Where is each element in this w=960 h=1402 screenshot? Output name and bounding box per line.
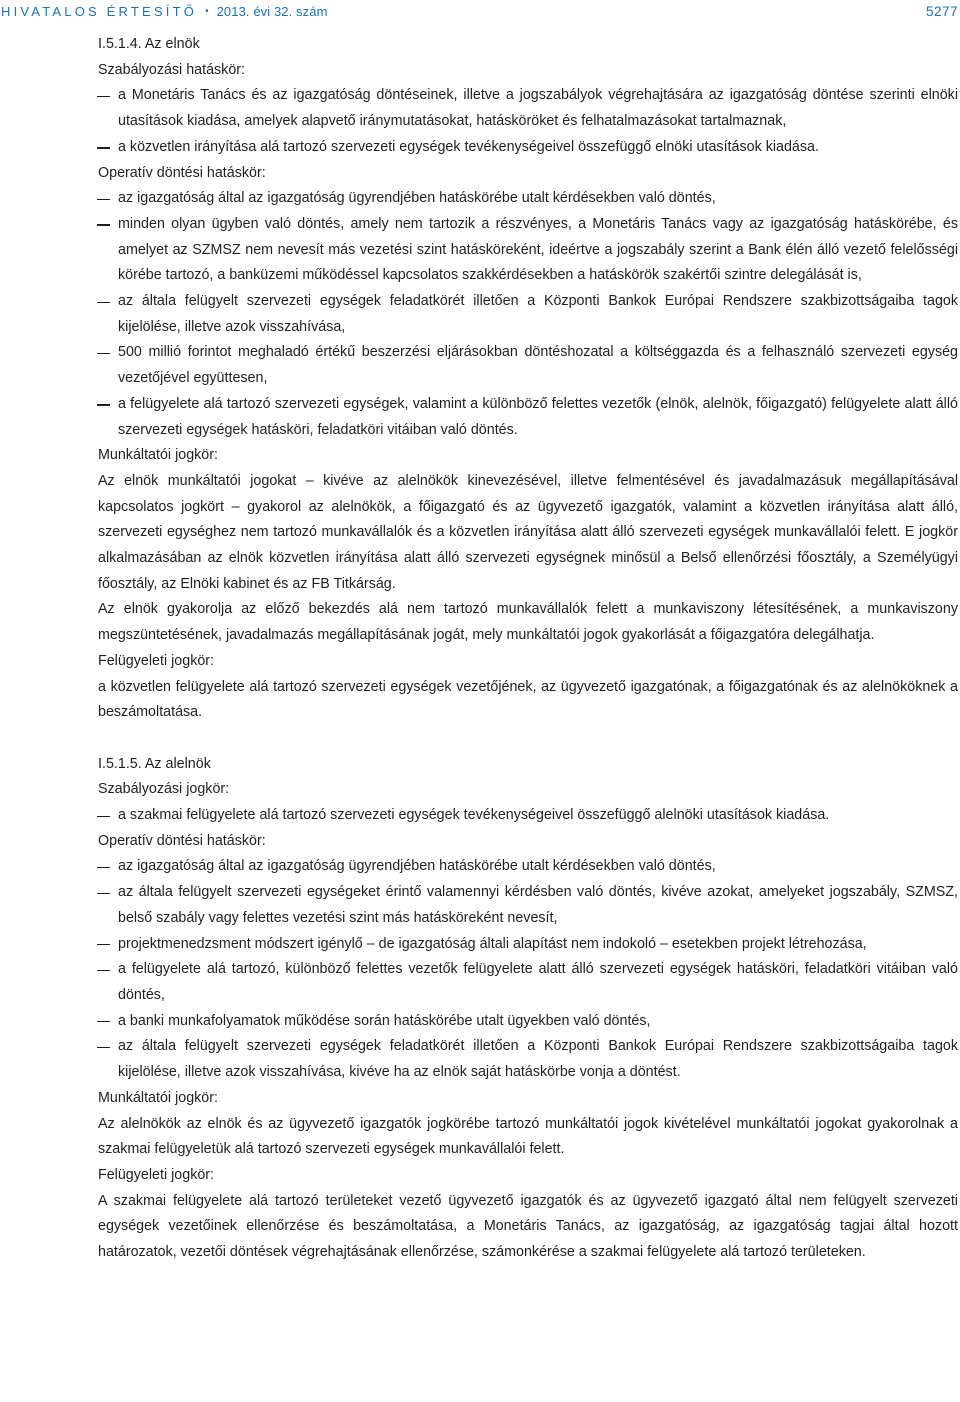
body-paragraph: Az alelnökök az elnök és az ügyvezető igazgatók jogkörébe tartozó munkáltatói jogok kivételével munkáltatói jogokat gyakorolnak a szakmai felügyeletük alá tartozó szervezeti egységek munkavállalói felett. xyxy=(98,1115,958,1158)
list-item: a felügyelete alá tartozó szervezeti egységek, valamint a különböző felettes vezetők (elnök, alelnök, főigazgató) felügyelete alatt álló szervezeti egységek hatásköri, feladatköri vitáiban való döntés. xyxy=(98,392,958,443)
section-spacer xyxy=(98,726,958,752)
dash-list xyxy=(98,186,958,443)
list-item: az általa felügyelt szervezeti egységek feladatkörét illetően a Központi Bankok Európai Rendszere szakbizottságaiba tagok kijelölése, illetve azok visszahívása, kivéve ha az elnök saját hatáskörbe vonja a döntést. xyxy=(98,1034,958,1085)
list-item: az igazgatóság által az igazgatóság ügyrendjében hatáskörébe utalt kérdésekben való döntés, xyxy=(98,186,958,212)
block-label: Szabályozási jogkör: xyxy=(98,781,230,798)
list-item: minden olyan ügyben való döntés, amely nem tartozik a részvényes, a Monetáris Tanács vagy az igazgatóság hatáskörébe, és amelyet az SZMSZ nem nevesít más vezetési szint hatásköreként, ideértve a jogszabály szerint a Bank élén álló vezető felelősségi körébe tartozó, a banküzemi működéssel kapcsolatos szakkérdésekben a hatáskörök szakértői szintre delegálását is, xyxy=(98,212,958,289)
list-item: a közvetlen irányítása alá tartozó szervezeti egységek tevékenységeivel összefüggő elnöki utasítások kiadása. xyxy=(98,135,958,161)
document-body xyxy=(98,32,958,1266)
body-paragraph: Az elnök gyakorolja az előző bekezdés alá nem tartozó munkavállalók felett a munkaviszony létesítésének, a munkaviszony megszüntetésének, javadalmazás megállapításának jogát, mely munkáltatói jogok gyakorlását a főigazgatóra delegálhatja. xyxy=(98,601,958,644)
list-item: a Monetáris Tanács és az igazgatóság döntéseinek, illetve a jogszabályok végrehajtására az igazgatóság döntése szerinti elnöki utasítások kiadása, amelyek alapvető iránymutatásokat, hatásköröket és felhatalmazásokat tartalmaznak, xyxy=(98,83,958,134)
block-label: Felügyeleti jogkör: xyxy=(98,1166,215,1183)
section-title: I.5.1.5. Az alelnök xyxy=(98,755,211,772)
list-item: projektmenedzsment módszert igénylő – de igazgatóság általi alapítást nem indokoló – esetekben projekt létrehozása, xyxy=(98,932,958,958)
header-separator: • xyxy=(205,5,209,17)
list-item: a felügyelete alá tartozó, különböző felettes vezetők felügyelete alatt álló szervezeti egységek hatásköri, feladatköri vitáiban való döntés, xyxy=(98,957,958,1008)
block-label: Operatív döntési hatáskör: xyxy=(98,832,266,849)
block-label: Munkáltatói jogkör: xyxy=(98,447,218,464)
header-left xyxy=(1,4,328,19)
list-item: a banki munkafolyamatok működése során hatáskörébe utalt ügyekben való döntés, xyxy=(98,1009,958,1035)
body-paragraph: Az elnök munkáltatói jogokat – kivéve az alelnökök kinevezésével, illetve felmentésével és javadalmazásuk megállapításával kapcsolatos jogkört – gyakorol az alelnökök, a főigazgató és az ügyvezető igazgatók, valamint a közvetlen irányítása alatt álló, szervezeti egységhez nem tartozó munkavállalók és a közvetlen irányítása alatt álló szervezeti egységek munkavállalói felett. E jogkör alkalmazásában az elnök közvetlen irányítása alatt álló szervezeti egységnek minősül a Belső ellenőrzési főosztály, a Személyügyi főosztály, az Elnöki kabinet és az FB Titkárság. xyxy=(98,472,958,592)
list-item: az igazgatóság által az igazgatóság ügyrendjében hatáskörébe utalt kérdésekben való döntés, xyxy=(98,854,958,880)
block-label: Operatív döntési hatáskör: xyxy=(98,164,266,181)
block-label: Szabályozási hatáskör: xyxy=(98,61,246,78)
dash-list xyxy=(98,83,958,160)
list-item: az általa felügyelt szervezeti egységek feladatkörét illetően a Központi Bankok Európai Rendszere szakbizottságaiba tagok kijelölése, illetve azok visszahívása, xyxy=(98,289,958,340)
page-number: 5277 xyxy=(925,3,958,19)
block-label: Felügyeleti jogkör: xyxy=(98,652,215,669)
dash-list xyxy=(98,803,958,829)
body-paragraph: a közvetlen felügyelete alá tartozó szervezeti egységek vezetőjének, az ügyvezető igazgatónak, a főigazgatónak és az alelnököknek a beszámoltatása. xyxy=(98,678,958,721)
publication-title: HIVATALOS ÉRTESÍTŐ xyxy=(1,3,198,19)
page-header xyxy=(0,0,960,22)
list-item: 500 millió forintot meghaladó értékű beszerzési eljárásokban döntéshozatal a költséggazda és a felhasználó szervezeti egység vezetőjével együttesen, xyxy=(98,340,958,391)
section xyxy=(98,32,958,726)
dash-list xyxy=(98,854,958,1085)
section xyxy=(98,752,958,1266)
issue-number: 2013. évi 32. szám xyxy=(216,3,328,19)
list-item: a szakmai felügyelete alá tartozó szervezeti egységek tevékenységeivel összefüggő alelnöki utasítások kiadása. xyxy=(98,803,958,829)
body-paragraph: A szakmai felügyelete alá tartozó területeket vezető ügyvezető igazgatók és az ügyvezető igazgató által nem felügyelt szervezeti egységek vezetőinek ellenőrzése és beszámoltatása, a Monetáris Tanács, az igazgatóság, az igazgatóság tagjai által hozott határozatok, vezetői döntések végrehajtásának ellenőrzése, számonkérése a szakmai felügyelete alá tartozó területeken. xyxy=(98,1192,958,1261)
list-item: az általa felügyelt szervezeti egységeket érintő valamennyi kérdésben való döntés, kivéve azokat, amelyeket jogszabály, SZMSZ, belső szabály vagy felettes vezetési szint más hatásköreként nevesít, xyxy=(98,880,958,931)
block-label: Munkáltatói jogkör: xyxy=(98,1089,218,1106)
section-title: I.5.1.4. Az elnök xyxy=(98,36,200,52)
